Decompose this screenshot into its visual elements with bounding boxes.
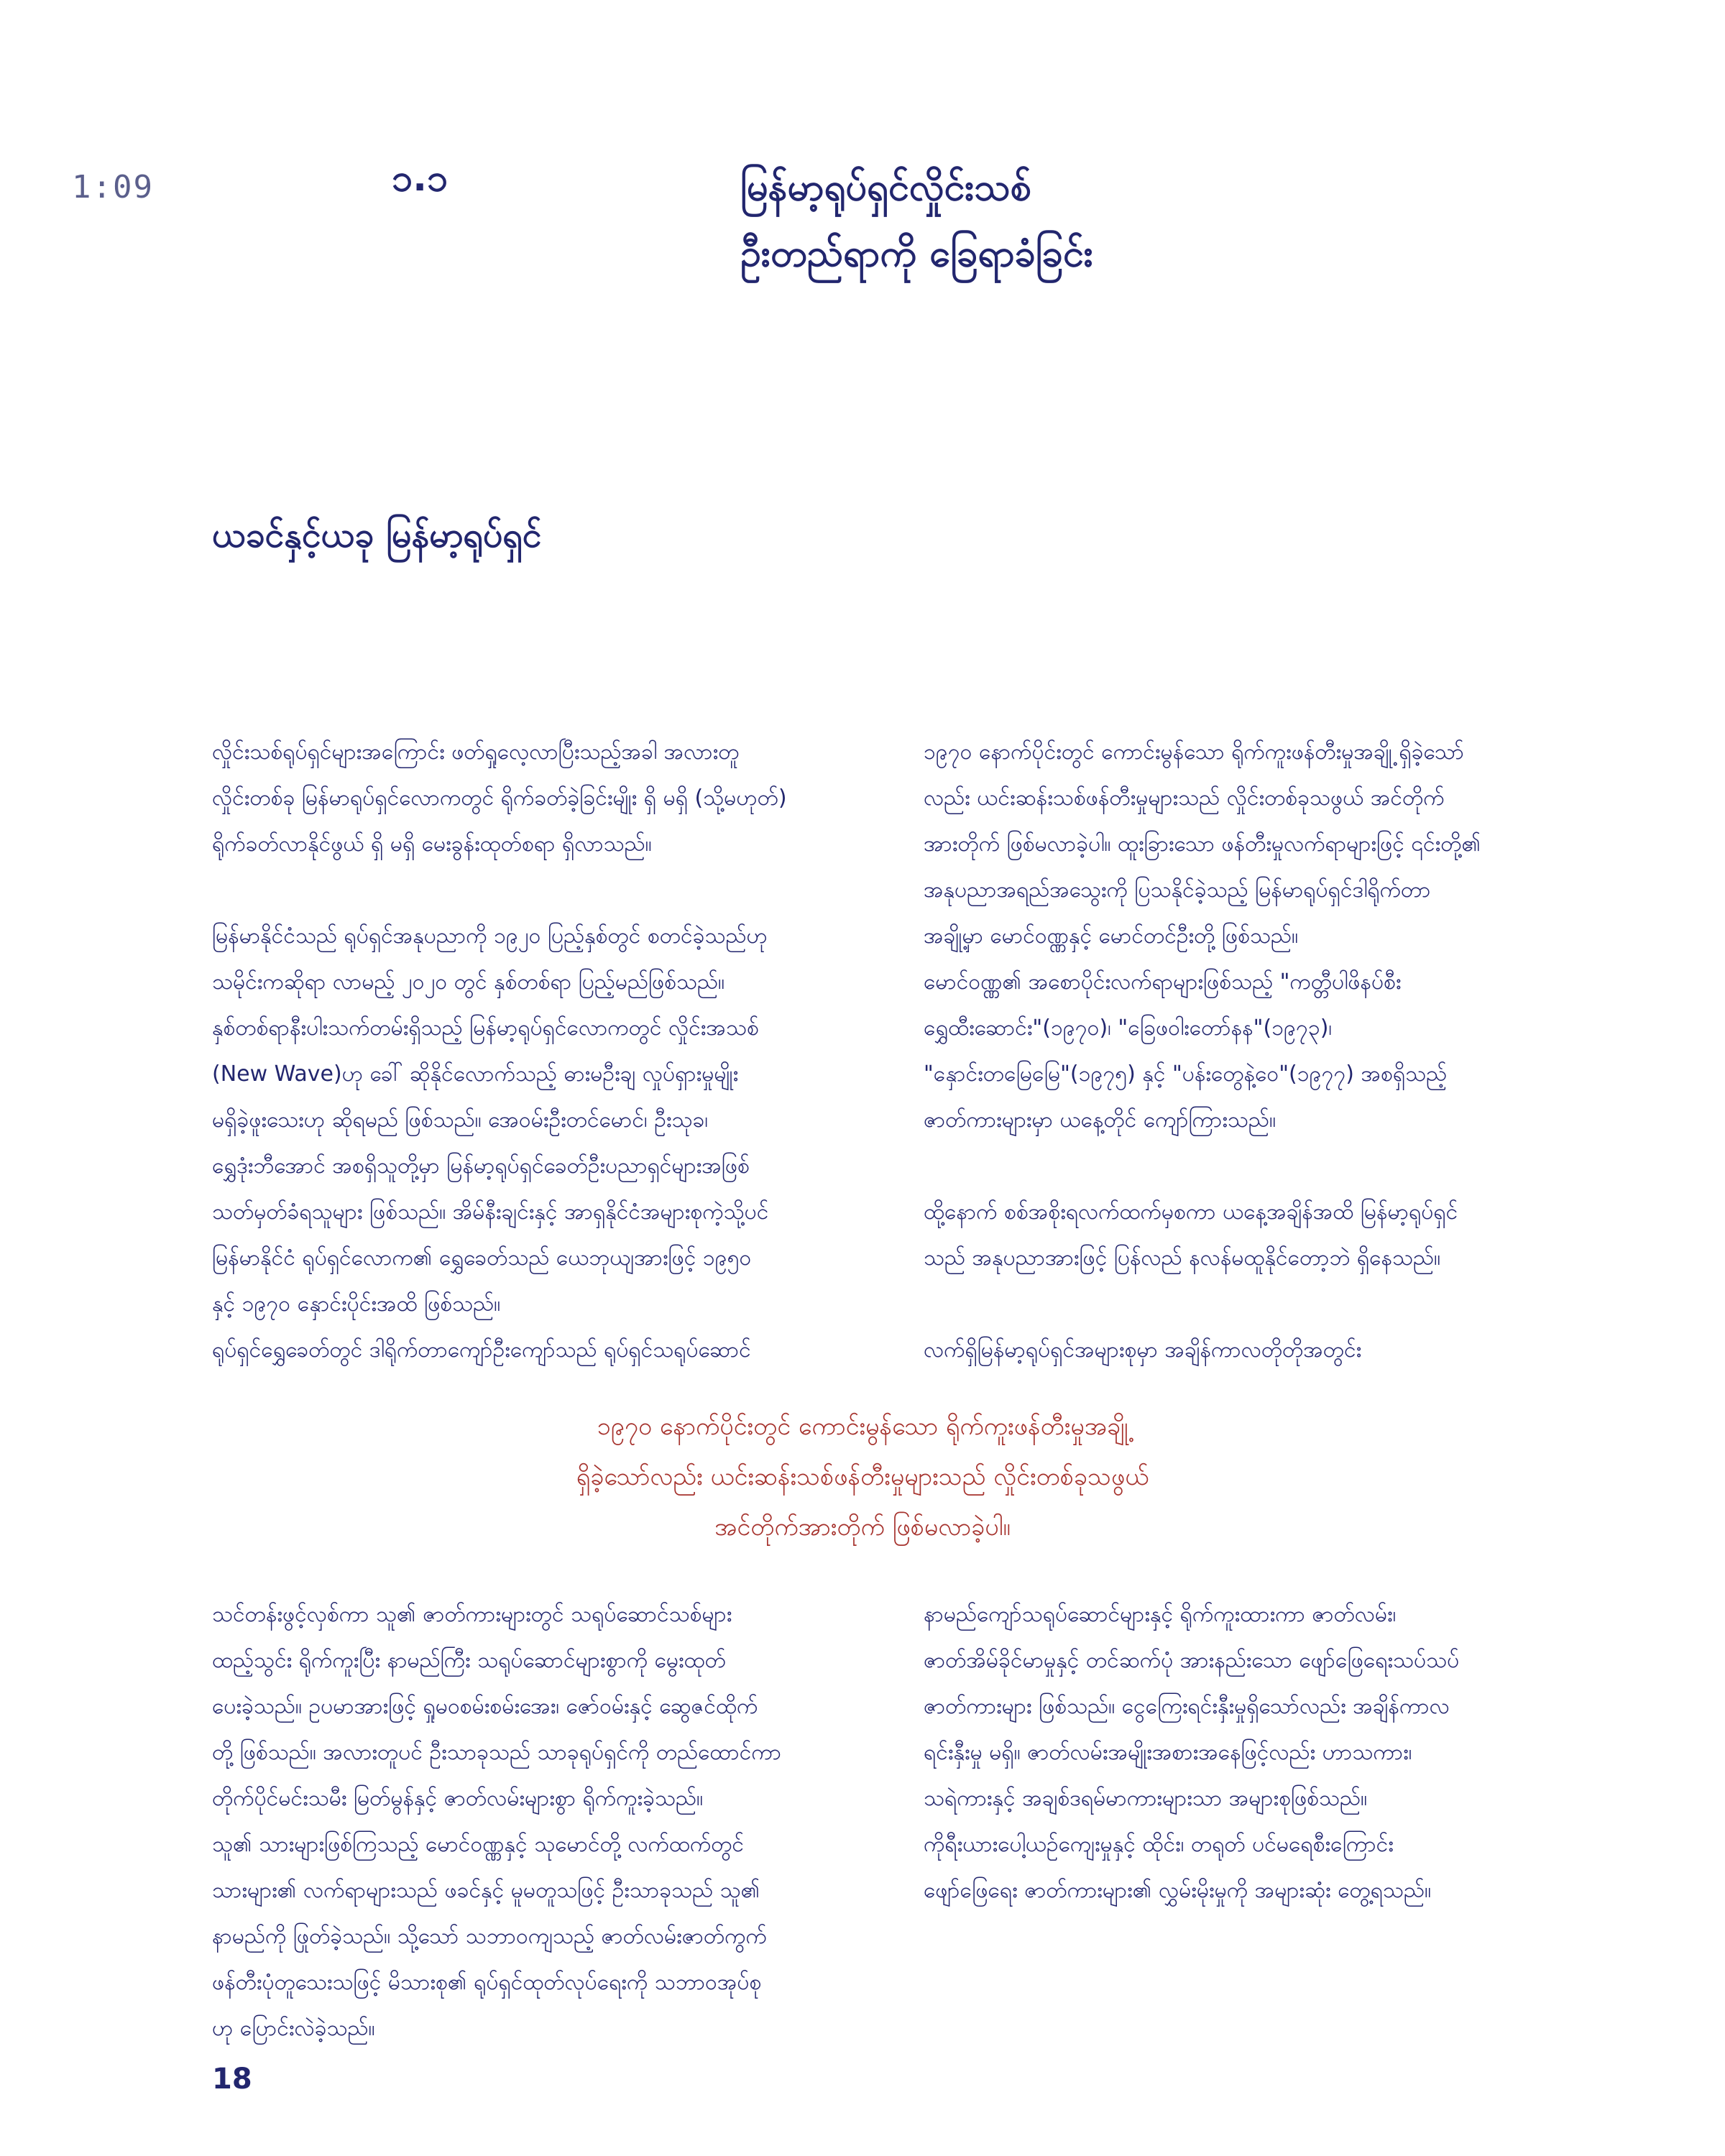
text-line: ပေးခဲ့သည်။ ဥပမာအားဖြင့် ရှုမဝစမ်းစမ်းအေး၊ ဇော်ဝမ်းနှင့် ဆွေဇင်ထိုက် — [212, 1694, 758, 1719]
text-line: မရှိခဲ့ဖူးသေးဟု ဆိုရမည် ဖြစ်သည်။ အေဝမ်းဦးတင်မောင်၊ ဦးသုခ၊ — [212, 1107, 709, 1133]
section-reference: 1:09 — [72, 169, 154, 206]
text-line: ရုပ်ရှင်ရွှေခေတ်တွင် ဒါရိုက်တာကျော်ဦးကျော်သည် ရုပ်ရှင်သရုပ်ဆောင် — [212, 1337, 751, 1363]
text-line: မောင်ဝဏ္ဏ၏ အစောပိုင်းလက်ရာများဖြစ်သည့် "ကတ္တီပါဖိနပ်စီး — [924, 969, 1402, 995]
text-line: ဇာတ်ကားများမှာ ယနေ့တိုင် ကျော်ကြားသည်။ — [924, 1107, 1276, 1133]
text-line: ရင်းနှီးမှု မရှိ။ ဇာတ်လမ်းအမျိုးအစားအနေဖြင့်လည်း ဟာသကား၊ — [924, 1740, 1412, 1765]
text-line: ဇာတ်ကားများ ဖြစ်သည်။ ငွေကြေးရင်းနှီးမှုရှိသော်လည်း အချိန်ကာလ — [924, 1694, 1450, 1719]
pull-quote — [216, 1401, 1509, 1552]
text-line: မြန်မာနိုင်ငံ ရုပ်ရှင်လောက၏ ရွှေခေတ်သည် ယေဘုယျအားဖြင့် ၁၉၅၀ — [212, 1245, 752, 1271]
text-line: (New Wave)ဟု ခေါ် ဆိုနိုင်လောက်သည့် ဓားမဦးချ လှုပ်ရှားမှုမျိုး — [212, 1061, 739, 1087]
page-number: 18 — [212, 2063, 252, 2096]
section-heading: ယခင်နှင့်ယခု မြန်မာ့ရုပ်ရှင် — [212, 515, 542, 556]
text-line: သမိုင်းကဆိုရာ လာမည့် ၂၀၂၀ တွင် နှစ်တစ်ရာ ပြည့်မည်ဖြစ်သည်။ — [212, 969, 725, 995]
text-line: ထို့နောက် စစ်အစိုးရလက်ထက်မှစကာ ယနေ့အချိန်အထိ မြန်မာ့ရုပ်ရှင် — [924, 1199, 1458, 1225]
body-column-left-bottom — [212, 1592, 902, 2052]
body-column-left-top — [212, 729, 902, 1373]
chapter-title — [740, 155, 1387, 287]
body-column-right-top — [924, 729, 1614, 1373]
text-line: နာမည်ကို ဖြုတ်ခဲ့သည်။ သို့သော် သဘာဝကျသည့် ဇာတ်လမ်းဇာတ်ကွက် — [212, 1924, 767, 1949]
text-line: ဖန်တီးပုံတူသေးသဖြင့် မိသားစု၏ ရုပ်ရှင်ထုတ်လုပ်ရေးကို သဘာဝအုပ်စု — [212, 1970, 762, 1995]
text-line: သင်တန်းဖွင့်လှစ်ကာ သူ၏ ဇာတ်ကားများတွင် သရုပ်ဆောင်သစ်များ — [212, 1602, 732, 1627]
text-line: သူ၏ သားများဖြစ်ကြသည့် မောင်ဝဏ္ဏနှင့် သုမောင်တို့ လက်ထက်တွင် — [212, 1832, 745, 1857]
text-line: ရွှေဒုံးဘီအောင် အစရှိသူတို့မှာ မြန်မာ့ရုပ်ရှင်ခေတ်ဦးပညာရှင်များအဖြစ် — [212, 1153, 750, 1179]
body-column-right-bottom — [924, 1592, 1614, 1914]
text-line: ဟု ပြောင်းလဲခဲ့သည်။ — [212, 2016, 375, 2041]
text-line: တို့ ဖြစ်သည်။ အလားတူပင် ဦးသာခုသည် သာခုရုပ်ရှင်ကို တည်ထောင်ကာ — [212, 1740, 782, 1765]
text-line: ကိုရီးယားပေါ့ယဉ်ကျေးမှုနှင့် ထိုင်း၊ တရုတ် ပင်မရေစီးကြောင်း — [924, 1832, 1394, 1857]
text-line: နာမည်ကျော်သရုပ်ဆောင်များနှင့် ရိုက်ကူးထားကာ ဇာတ်လမ်း၊ — [924, 1602, 1397, 1627]
text-line: လှိုင်းသစ်ရုပ်ရှင်များအကြောင်း ဖတ်ရှုလေ့လာပြီးသည့်အခါ အလားတူ — [212, 740, 740, 765]
text-line: လှိုင်းတစ်ခု မြန်မာရုပ်ရှင်လောကတွင် ရိုက်ခတ်ခဲ့ခြင်းမျိုး ရှိ မရှိ (သို့မဟုတ်) — [212, 786, 787, 811]
chapter-number: ၁.၁ — [392, 157, 448, 200]
text-line: မြန်မာနိုင်ငံသည် ရုပ်ရှင်အနုပညာကို ၁၉၂၀ ပြည့်နှစ်တွင် စတင်ခဲ့သည်ဟု — [212, 923, 768, 949]
text-line: လည်း ယင်းဆန်းသစ်ဖန်တီးမှုများသည် လှိုင်းတစ်ခုသဖွယ် အင်တိုက် — [924, 786, 1445, 811]
text-line: နှစ်တစ်ရာနီးပါးသက်တမ်းရှိသည့် မြန်မာ့ရုပ်ရှင်လောကတွင် လှိုင်းအသစ် — [212, 1015, 759, 1041]
text-line: တိုက်ပိုင်မင်းသမီး မြတ်မွန်နှင့် ဇာတ်လမ်းများစွာ ရိုက်ကူးခဲ့သည်။ — [212, 1786, 704, 1811]
text-line: "နှောင်းတမြေမြေ"(၁၉၇၅) နှင့် "ပန်းတွေနဲ့ဝေ"(၁၉၇၇) အစရှိသည့် — [924, 1061, 1448, 1087]
chapter-title-line: မြန်မာ့ရုပ်ရှင်လှိုင်းသစ် — [740, 166, 1031, 209]
chapter-title-line: ဦးတည်ရာကို ခြေရာခံခြင်း — [740, 232, 1093, 275]
pull-quote-line: ၁၉၇၀ နောက်ပိုင်းတွင် ကောင်းမွန်သော ရိုက်ကူးဖန်တီးမှုအချို့ — [597, 1412, 1128, 1441]
text-line: လက်ရှိမြန်မာ့ရုပ်ရှင်အများစုမှာ အချိန်ကာလတိုတိုအတွင်း — [924, 1337, 1362, 1363]
text-line: သားများ၏ လက်ရာများသည် ဖခင်နှင့် မူမတူသဖြင့် ဦးသာခုသည် သူ၏ — [212, 1878, 760, 1903]
text-line: ဇာတ်အိမ်ခိုင်မာမှုနှင့် တင်ဆက်ပုံ အားနည်းသော ဖျော်ဖြေရေးသပ်သပ် — [924, 1648, 1460, 1673]
text-line: ၁၉၇၀ နောက်ပိုင်းတွင် ကောင်းမွန်သော ရိုက်ကူးဖန်တီးမှုအချို့ ရှိခဲ့သော် — [924, 740, 1464, 765]
text-line: ထည့်သွင်း ရိုက်ကူးပြီး နာမည်ကြီး သရုပ်ဆောင်များစွာကို မွေးထုတ် — [212, 1648, 726, 1673]
text-line: ရိုက်ခတ်လာနိုင်ဖွယ် ရှိ မရှိ မေးခွန်းထုတ်စရာ ရှိလာသည်။ — [212, 831, 652, 857]
text-line: သတ်မှတ်ခံရသူများ ဖြစ်သည်။ အိမ်နီးချင်းနှင့် အာရှနိုင်ငံအများစုကဲ့သို့ပင် — [212, 1199, 769, 1225]
text-line: သရဲကားနှင့် အချစ်ဒရမ်မာကားများသာ အများစုဖြစ်သည်။ — [924, 1786, 1368, 1811]
text-line: နှင့် ၁၉၇၀ နှောင်းပိုင်းအထိ ဖြစ်သည်။ — [212, 1291, 501, 1317]
text-line: အချို့မှာ မောင်ဝဏ္ဏနှင့် မောင်တင်ဦးတို့ ဖြစ်သည်။ — [924, 923, 1299, 949]
text-line: အားတိုက် ဖြစ်မလာခဲ့ပါ။ ထူးခြားသော ဖန်တီးမှုလက်ရာများဖြင့် ၎င်းတို့၏ — [924, 831, 1481, 857]
pull-quote-line: ရှိခဲ့သော်လည်း ယင်းဆန်းသစ်ဖန်တီးမှုများသည် လှိုင်းတစ်ခုသဖွယ် — [576, 1462, 1149, 1491]
text-line: သည် အနုပညာအားဖြင့် ပြန်လည် နလန်မထူနိုင်တော့ဘဲ ရှိနေသည်။ — [924, 1245, 1441, 1271]
text-line: ဖျော်ဖြေရေး ဇာတ်ကားများ၏ လွှမ်းမိုးမှုကို အများဆုံး တွေ့ရသည်။ — [924, 1878, 1432, 1903]
text-line: အနုပညာအရည်အသွေးကို ပြသနိုင်ခဲ့သည့် မြန်မာရုပ်ရှင်ဒါရိုက်တာ — [924, 877, 1431, 903]
text-line: ရွှေထီးဆောင်း"(၁၉၇၀)၊ "ခြေဖဝါးတော်နန"(၁၉၇၃)၊ — [924, 1015, 1333, 1041]
pull-quote-line: အင်တိုက်အားတိုက် ဖြစ်မလာခဲ့ပါ။ — [714, 1513, 1011, 1542]
